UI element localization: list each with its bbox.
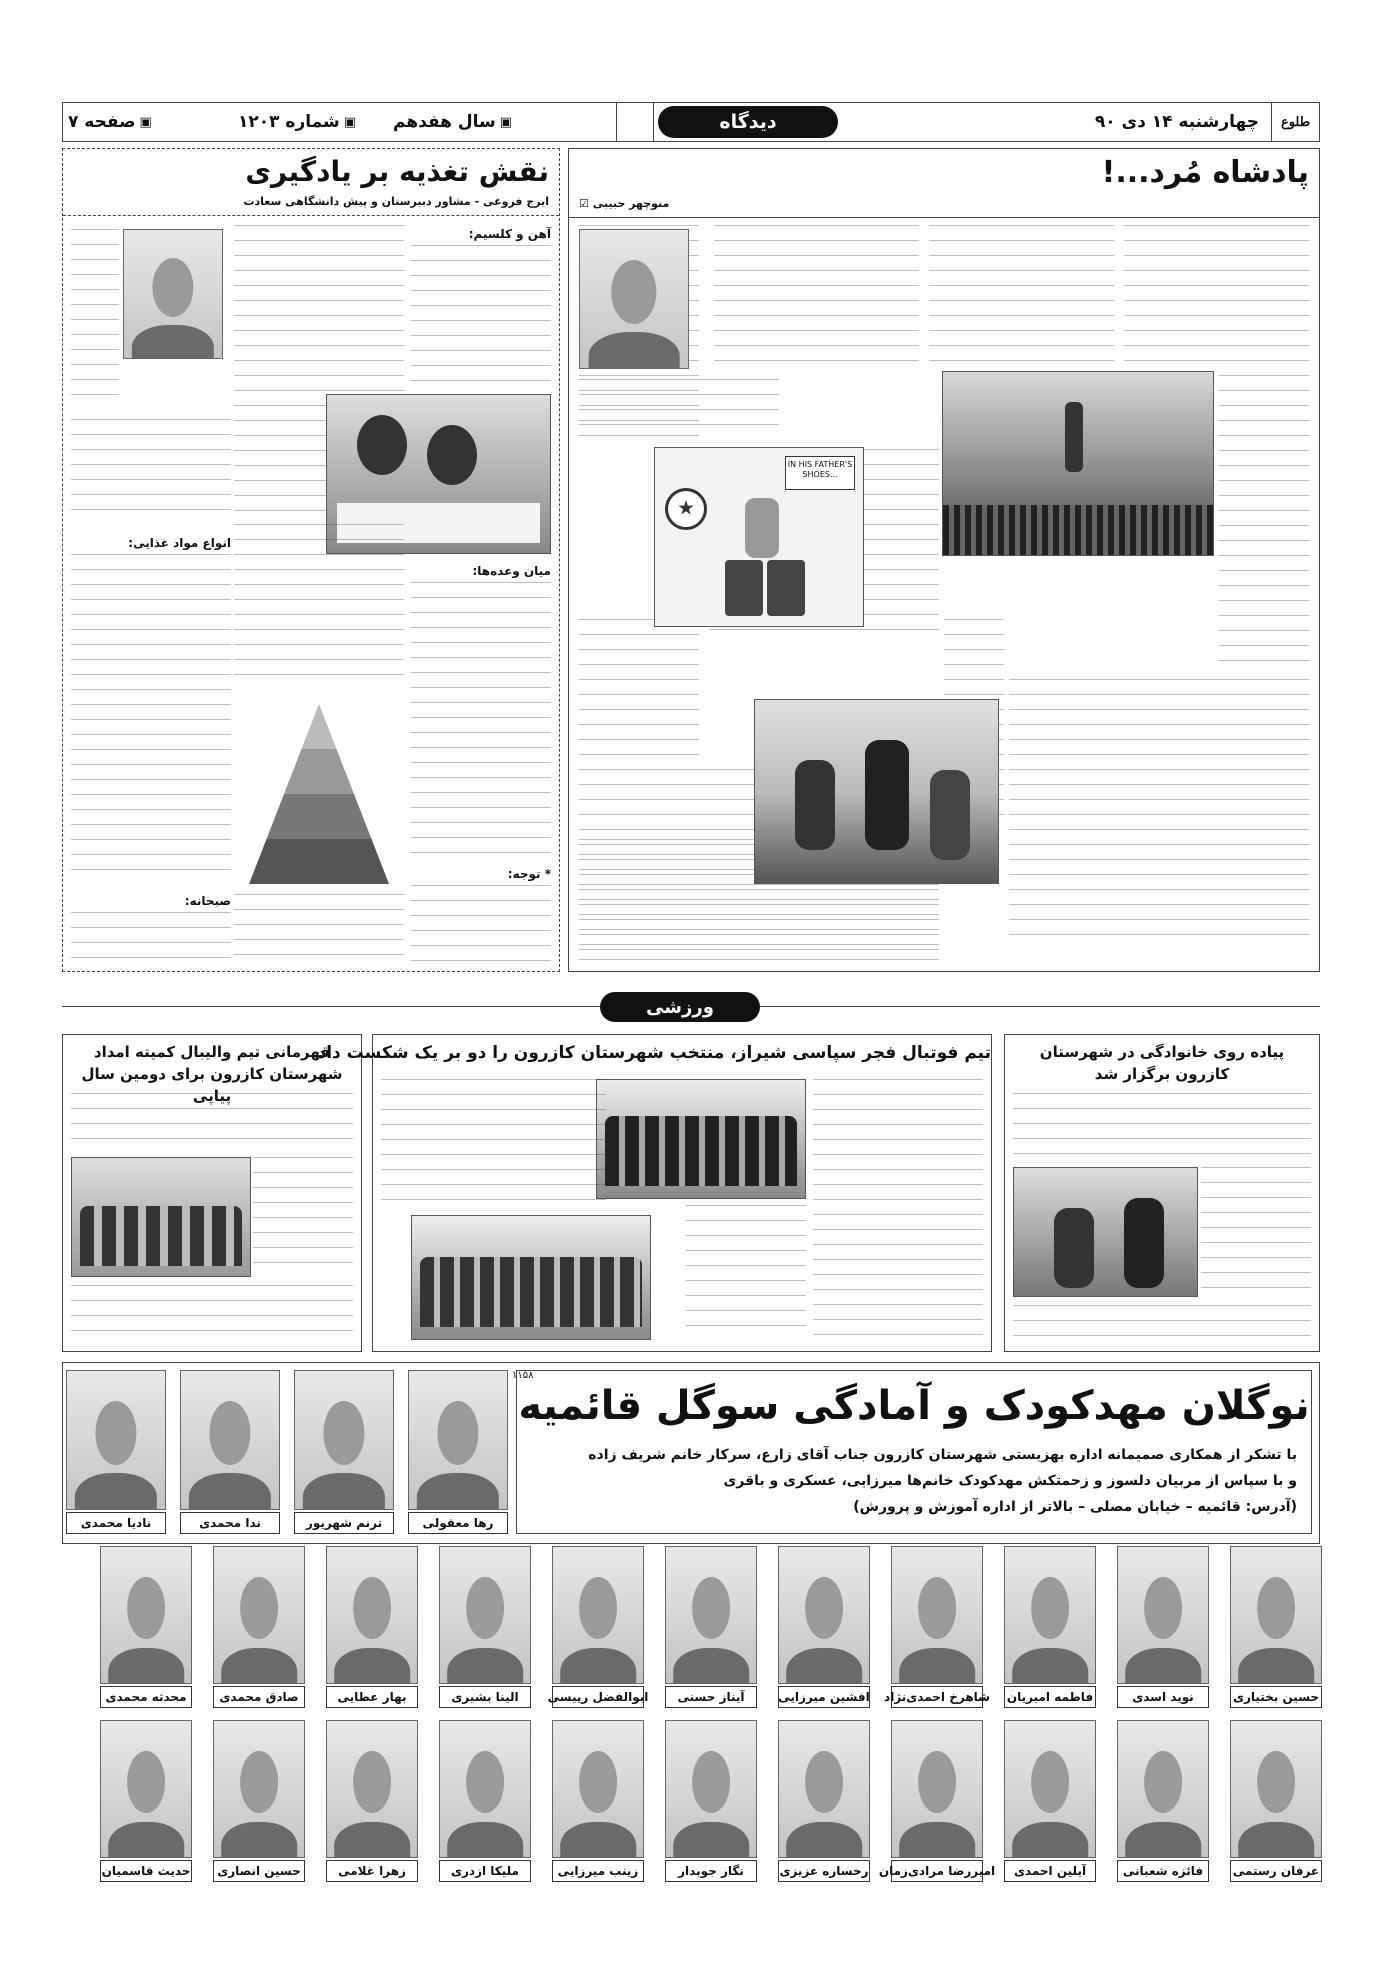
sports-section-title: ورزشی bbox=[600, 992, 760, 1022]
checkbox-icon: ☑ bbox=[579, 197, 589, 210]
subheading: میان وعده‌ها: bbox=[472, 564, 551, 578]
ad-code: ۱۱۵۸ bbox=[512, 1370, 534, 1381]
subheading: آهن و کلسیم: bbox=[468, 227, 551, 241]
sports-story-walk bbox=[1004, 1034, 1320, 1352]
food-pyramid-image bbox=[239, 694, 399, 889]
political-cartoon bbox=[654, 447, 864, 627]
child-photo bbox=[213, 1720, 305, 1858]
child-name: حسین بختیاری bbox=[1230, 1686, 1322, 1708]
child-name: حسین انصاری bbox=[213, 1860, 305, 1882]
story-title: تیم فوتبال فجر سپاسی شیراز، منتخب شهرستان کازرون را دو بر یک شکست داد bbox=[317, 1043, 991, 1063]
child-name: ندا محمدی bbox=[180, 1512, 280, 1534]
child-photo bbox=[1117, 1720, 1209, 1858]
child-name: ابوالفضل رییسی bbox=[552, 1686, 644, 1708]
masthead bbox=[62, 102, 1320, 142]
child-name: زهرا غلامی bbox=[326, 1860, 418, 1882]
child-photo bbox=[552, 1720, 644, 1858]
article-title: پادشاه مُرد...! bbox=[1101, 155, 1309, 190]
child-name: ترنم شهریور bbox=[294, 1512, 394, 1534]
child-photo bbox=[665, 1546, 757, 1684]
article-king-died bbox=[568, 148, 1320, 972]
child-photo bbox=[1230, 1546, 1322, 1684]
author-portrait bbox=[123, 229, 223, 359]
child-name: رها معقولی bbox=[408, 1512, 508, 1534]
volleyball-team-photo bbox=[71, 1157, 251, 1277]
child-name: ملیکا ازدری bbox=[439, 1860, 531, 1882]
ad-title: نوگلان مهدکودک و آمادگی سوگل قائمیه bbox=[518, 1383, 1310, 1429]
child-name: شاهرخ احمدی‌نژاد bbox=[891, 1686, 983, 1708]
child-photo bbox=[778, 1546, 870, 1684]
child-photo bbox=[326, 1720, 418, 1858]
child-name: فائزه شعبانی bbox=[1117, 1860, 1209, 1882]
subheading: صبحانه: bbox=[184, 894, 231, 908]
article-byline: ایرج فروغی - مشاور دبیرستان و پیش دانشگاهی سعادت bbox=[243, 195, 549, 208]
child-photo bbox=[891, 1546, 983, 1684]
child-photo bbox=[1004, 1720, 1096, 1858]
child-photo bbox=[439, 1546, 531, 1684]
checkbox-icon: ▣ bbox=[343, 114, 357, 130]
child-photo bbox=[326, 1546, 418, 1684]
checkbox-icon: ▣ bbox=[499, 114, 513, 130]
child-photo bbox=[439, 1720, 531, 1858]
child-photo bbox=[1230, 1720, 1322, 1858]
checkbox-icon: ▣ bbox=[139, 114, 152, 130]
child-name: فاطمه امیریان bbox=[1004, 1686, 1096, 1708]
child-photo bbox=[100, 1546, 192, 1684]
family-walk-photo bbox=[1013, 1167, 1198, 1297]
ad-thanks-line: و با سپاس از مربیان دلسوز و زحمتکش مهدکودک خانم‌ها میرزایی، عسکری و باقری bbox=[723, 1473, 1297, 1489]
sports-story-volleyball bbox=[62, 1034, 362, 1352]
statue-ceremony-photo bbox=[942, 371, 1214, 556]
child-name: الینا بشیری bbox=[439, 1686, 531, 1708]
child-name: امیررضا مرادی‌زمان bbox=[891, 1860, 983, 1882]
issue-number: ▣ شماره ۱۲۰۳ bbox=[238, 112, 357, 132]
child-name: عرفان رستمی bbox=[1230, 1860, 1322, 1882]
sports-story-football bbox=[317, 1034, 992, 1352]
child-name: افشین میرزایی bbox=[778, 1686, 870, 1708]
page-number: ▣ صفحه ۷ bbox=[68, 112, 152, 132]
issue-date: چهارشنبه ۱۴ دی ۹۰ bbox=[1094, 112, 1259, 132]
volume-year: ▣ سال هفدهم bbox=[393, 112, 513, 132]
child-photo bbox=[100, 1720, 192, 1858]
article-nutrition bbox=[62, 148, 560, 972]
child-photo bbox=[1117, 1546, 1209, 1684]
football-team-photo-1 bbox=[596, 1079, 806, 1199]
author-portrait bbox=[579, 229, 689, 369]
story-title: قهرمانی تیم والیبال کمیته امداد شهرستان کازرون برای دومین سال پیاپی bbox=[81, 1043, 343, 1105]
child-photo bbox=[294, 1370, 394, 1510]
child-photo bbox=[213, 1546, 305, 1684]
cartoon-caption: IN HIS FATHER'S SHOES... bbox=[785, 456, 855, 490]
football-team-photo-2 bbox=[411, 1215, 651, 1340]
child-photo bbox=[408, 1370, 508, 1510]
ad-address: (آدرس: قائمیه – خیابان مصلی – بالاتر از اداره آموزش و پرورش) bbox=[853, 1499, 1297, 1515]
child-name: محدثه محمدی bbox=[100, 1686, 192, 1708]
article-title: نقش تغذیه بر یادگیری bbox=[245, 155, 549, 188]
child-photo bbox=[891, 1720, 983, 1858]
child-photo bbox=[552, 1546, 644, 1684]
section-title: دیدگاه bbox=[658, 106, 838, 138]
child-name: نگار جوبدار bbox=[665, 1860, 757, 1882]
child-name: بهار عطایی bbox=[326, 1686, 418, 1708]
child-name: نادیا محمدی bbox=[66, 1512, 166, 1534]
child-photo bbox=[1004, 1546, 1096, 1684]
child-name: صادق محمدی bbox=[213, 1686, 305, 1708]
child-photo bbox=[180, 1370, 280, 1510]
subheading: انواع مواد غذایی: bbox=[128, 536, 231, 550]
child-name: آیلین احمدی bbox=[1004, 1860, 1096, 1882]
subheading: * توجه: bbox=[507, 867, 551, 881]
newspaper-logo: طلوع bbox=[1271, 103, 1319, 141]
ad-text-box bbox=[516, 1370, 1312, 1534]
child-name: نوید اسدی bbox=[1117, 1686, 1209, 1708]
child-photo bbox=[66, 1370, 166, 1510]
child-name: حدیث قاسمیان bbox=[100, 1860, 192, 1882]
story-title: پیاده روی خانوادگی در شهرستان کازرون برگزار شد bbox=[1039, 1043, 1285, 1083]
child-photo bbox=[778, 1720, 870, 1858]
article-author: منوچهر حبیبی ☑ bbox=[579, 197, 670, 210]
child-name: زینب میرزایی bbox=[552, 1860, 644, 1882]
child-name: آیناز حسنی bbox=[665, 1686, 757, 1708]
child-photo bbox=[665, 1720, 757, 1858]
child-name: رخساره عزیزی bbox=[778, 1860, 870, 1882]
mourners-photo bbox=[754, 699, 999, 884]
ad-thanks-line: با تشکر از همکاری صمیمانه اداره بهزیستی شهرستان کازرون جناب آقای زارع، سرکار خانم شریف زاده bbox=[588, 1447, 1297, 1463]
